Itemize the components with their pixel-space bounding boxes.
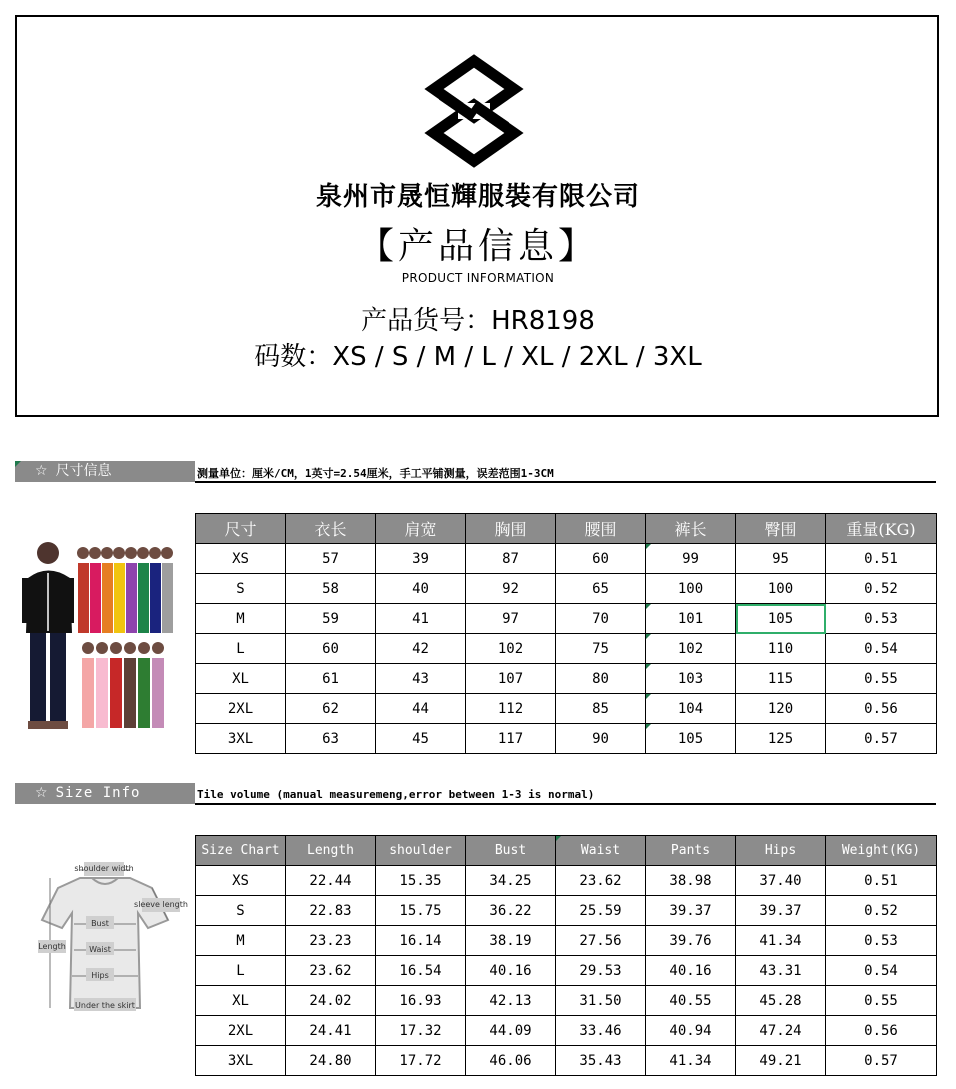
table-cell[interactable] bbox=[196, 604, 286, 634]
table-cell[interactable] bbox=[466, 866, 556, 896]
product-photo bbox=[20, 533, 190, 736]
table-cell[interactable] bbox=[376, 694, 466, 724]
table-cell[interactable] bbox=[556, 866, 646, 896]
cell-value: 97 bbox=[502, 610, 519, 627]
cell-value: 22.44 bbox=[309, 872, 352, 889]
cell-value: 60 bbox=[592, 550, 609, 567]
cell-value: 43 bbox=[412, 670, 429, 687]
table-cell[interactable] bbox=[826, 926, 937, 956]
table-cell[interactable] bbox=[286, 574, 376, 604]
table-cell[interactable] bbox=[466, 896, 556, 926]
label-shoulder: shoulder width bbox=[74, 864, 134, 873]
cell-value: 3XL bbox=[227, 1052, 254, 1069]
table-cell[interactable] bbox=[646, 926, 736, 956]
table-cell[interactable] bbox=[556, 724, 646, 754]
table-cell[interactable] bbox=[646, 956, 736, 986]
cell-value: 40 bbox=[412, 580, 429, 597]
cell-value: 0.51 bbox=[864, 550, 898, 567]
cell-value: 23.62 bbox=[579, 872, 622, 889]
measurement-diagram bbox=[30, 858, 188, 1018]
cell-value: 41.34 bbox=[669, 1052, 712, 1069]
comment-marker bbox=[646, 694, 651, 699]
header-pants: Pants bbox=[646, 836, 736, 866]
table-cell[interactable] bbox=[466, 1046, 556, 1076]
table-cell[interactable] bbox=[466, 1016, 556, 1046]
table-cell[interactable] bbox=[196, 926, 286, 956]
table-cell[interactable] bbox=[826, 956, 937, 986]
table-cell[interactable] bbox=[466, 926, 556, 956]
cell-value: 45.28 bbox=[759, 992, 802, 1009]
header-shoulder: shoulder bbox=[376, 836, 466, 866]
table-cell[interactable] bbox=[556, 956, 646, 986]
cell-value: 15.35 bbox=[399, 872, 442, 889]
cell-value: 29.53 bbox=[579, 962, 622, 979]
section-title: Size Info bbox=[55, 785, 141, 801]
table-cell[interactable] bbox=[826, 664, 937, 694]
table-cell[interactable] bbox=[286, 956, 376, 986]
table-cell[interactable] bbox=[466, 544, 556, 574]
table-cell[interactable] bbox=[196, 1016, 286, 1046]
table-cell[interactable] bbox=[736, 664, 826, 694]
cell-value: 57 bbox=[322, 550, 339, 567]
table-cell[interactable] bbox=[646, 866, 736, 896]
cell-value: 105 bbox=[767, 610, 794, 627]
cell-value: 112 bbox=[497, 700, 524, 717]
cell-value: 42 bbox=[412, 640, 429, 657]
cell-value: 102 bbox=[677, 640, 704, 657]
table-row bbox=[196, 664, 937, 694]
size-list: 码数：XS / S / M / L / XL / 2XL / 3XL bbox=[254, 342, 702, 372]
cell-value: 44 bbox=[412, 700, 429, 717]
cell-value: 99 bbox=[682, 550, 699, 567]
header-shoulder: 肩宽 bbox=[376, 514, 466, 544]
table-cell[interactable] bbox=[286, 724, 376, 754]
header-size-chart: Size Chart bbox=[196, 836, 286, 866]
cell-value: 90 bbox=[592, 730, 609, 747]
cell-value: 16.54 bbox=[399, 962, 442, 979]
cell-value: 43.31 bbox=[759, 962, 802, 979]
cell-value: 39 bbox=[412, 550, 429, 567]
table-cell[interactable] bbox=[376, 1016, 466, 1046]
cell-value: 41.34 bbox=[759, 932, 802, 949]
table-cell[interactable] bbox=[556, 634, 646, 664]
cell-value: 125 bbox=[767, 730, 794, 747]
section-title-bar-cn bbox=[15, 461, 195, 482]
table-cell[interactable] bbox=[196, 634, 286, 664]
header-length: Length bbox=[286, 836, 376, 866]
cell-value: 34.25 bbox=[489, 872, 532, 889]
table-cell[interactable] bbox=[646, 574, 736, 604]
cell-value: 0.54 bbox=[864, 640, 898, 657]
cell-value: 59 bbox=[322, 610, 339, 627]
table-cell[interactable] bbox=[466, 956, 556, 986]
label-hem: Under the skirt bbox=[75, 1001, 135, 1010]
table-cell[interactable] bbox=[376, 544, 466, 574]
table-cell[interactable] bbox=[646, 604, 736, 634]
comment-marker bbox=[646, 604, 651, 609]
cell-value: 100 bbox=[767, 580, 794, 597]
cell-value: 0.52 bbox=[864, 580, 898, 597]
cell-value: 95 bbox=[772, 550, 789, 567]
cell-value: 46.06 bbox=[489, 1052, 532, 1069]
table-cell[interactable] bbox=[286, 896, 376, 926]
cell-value: 110 bbox=[767, 640, 794, 657]
table-cell[interactable] bbox=[556, 544, 646, 574]
header-length: 衣长 bbox=[286, 514, 376, 544]
table-cell[interactable] bbox=[826, 724, 937, 754]
cell-value: 65 bbox=[592, 580, 609, 597]
table-cell[interactable] bbox=[466, 574, 556, 604]
table-row bbox=[196, 926, 937, 956]
table-cell[interactable] bbox=[466, 986, 556, 1016]
cell-value: 117 bbox=[497, 730, 524, 747]
table-cell[interactable] bbox=[466, 604, 556, 634]
cell-value: M bbox=[236, 932, 245, 949]
cell-value: 62 bbox=[322, 700, 339, 717]
cell-value: 101 bbox=[677, 610, 704, 627]
table-cell[interactable] bbox=[286, 1016, 376, 1046]
product-info-subtitle: PRODUCT INFORMATION bbox=[401, 271, 555, 285]
table-header-row bbox=[196, 836, 937, 866]
table-cell[interactable] bbox=[466, 694, 556, 724]
table-cell[interactable] bbox=[736, 694, 826, 724]
size-table-cn bbox=[195, 513, 937, 754]
table-cell[interactable] bbox=[196, 896, 286, 926]
header-bust: Bust bbox=[466, 836, 556, 866]
company-name: 泉州市晟恒輝服裝有限公司 bbox=[315, 182, 640, 212]
table-row bbox=[196, 634, 937, 664]
comment-marker bbox=[646, 724, 651, 729]
table-cell[interactable] bbox=[646, 664, 736, 694]
cell-value: 0.53 bbox=[864, 610, 898, 627]
cell-value: XS bbox=[232, 550, 249, 567]
table-cell[interactable] bbox=[196, 574, 286, 604]
header-pants: 裤长 bbox=[646, 514, 736, 544]
cell-value: 0.57 bbox=[864, 1052, 898, 1069]
cell-value: 38.98 bbox=[669, 872, 712, 889]
cell-value: 24.80 bbox=[309, 1052, 352, 1069]
table-cell[interactable] bbox=[646, 694, 736, 724]
cell-value: 100 bbox=[677, 580, 704, 597]
cell-value: 115 bbox=[767, 670, 794, 687]
accent-marker bbox=[15, 461, 21, 467]
cell-value: 23.62 bbox=[309, 962, 352, 979]
cell-value: 31.50 bbox=[579, 992, 622, 1009]
table-cell[interactable] bbox=[196, 664, 286, 694]
table-cell[interactable] bbox=[196, 956, 286, 986]
cell-value: 45 bbox=[412, 730, 429, 747]
brand-logo bbox=[428, 55, 520, 167]
table-cell[interactable] bbox=[736, 926, 826, 956]
table-cell[interactable] bbox=[736, 896, 826, 926]
table-cell[interactable] bbox=[556, 574, 646, 604]
cell-value: 0.52 bbox=[864, 902, 898, 919]
header-bust: 胸围 bbox=[466, 514, 556, 544]
table-cell[interactable] bbox=[286, 1046, 376, 1076]
cell-value: 47.24 bbox=[759, 1022, 802, 1039]
cell-value: 80 bbox=[592, 670, 609, 687]
label-hips: Hips bbox=[91, 971, 109, 980]
cell-value: 92 bbox=[502, 580, 519, 597]
header-size: 尺寸 bbox=[196, 514, 286, 544]
table-cell[interactable] bbox=[556, 896, 646, 926]
label-length: Length bbox=[38, 942, 66, 951]
cell-value: L bbox=[236, 962, 245, 979]
table-row bbox=[196, 544, 937, 574]
section-title-bar-en bbox=[15, 783, 195, 804]
cell-value: 40.94 bbox=[669, 1022, 712, 1039]
size-table-en bbox=[195, 835, 937, 1076]
cell-value: 0.57 bbox=[864, 730, 898, 747]
table-cell[interactable] bbox=[736, 1016, 826, 1046]
star-icon: ☆ bbox=[35, 463, 48, 479]
cell-value: 40.16 bbox=[489, 962, 532, 979]
table-cell[interactable] bbox=[376, 896, 466, 926]
table-cell[interactable] bbox=[826, 544, 937, 574]
cell-value: 39.37 bbox=[759, 902, 802, 919]
table-cell[interactable] bbox=[826, 1046, 937, 1076]
section-title: 尺寸信息 bbox=[55, 463, 112, 479]
table-cell[interactable] bbox=[646, 634, 736, 664]
table-cell[interactable] bbox=[376, 724, 466, 754]
cell-value: 25.59 bbox=[579, 902, 622, 919]
cell-value: 0.56 bbox=[864, 1022, 898, 1039]
cell-value: 0.51 bbox=[864, 872, 898, 889]
table-cell[interactable] bbox=[826, 986, 937, 1016]
table-row bbox=[196, 694, 937, 724]
table-cell[interactable] bbox=[376, 604, 466, 634]
cell-value: 107 bbox=[497, 670, 524, 687]
cell-value: 22.83 bbox=[309, 902, 352, 919]
table-cell[interactable] bbox=[286, 604, 376, 634]
header-weight: 重量(KG) bbox=[826, 514, 937, 544]
cell-value: 39.37 bbox=[669, 902, 712, 919]
table-cell[interactable] bbox=[196, 866, 286, 896]
table-cell[interactable] bbox=[196, 1046, 286, 1076]
table-cell[interactable] bbox=[286, 986, 376, 1016]
cell-value: 35.43 bbox=[579, 1052, 622, 1069]
table-cell[interactable] bbox=[196, 986, 286, 1016]
table-cell[interactable] bbox=[376, 574, 466, 604]
cell-value: 103 bbox=[677, 670, 704, 687]
cell-value: S bbox=[236, 580, 245, 597]
cell-value: 41 bbox=[412, 610, 429, 627]
cell-value: 0.55 bbox=[864, 670, 898, 687]
cell-value: 60 bbox=[322, 640, 339, 657]
table-cell[interactable] bbox=[376, 664, 466, 694]
cell-value: 39.76 bbox=[669, 932, 712, 949]
table-cell[interactable] bbox=[556, 664, 646, 694]
table-cell[interactable] bbox=[736, 1046, 826, 1076]
cell-value: 102 bbox=[497, 640, 524, 657]
cell-value: S bbox=[236, 902, 245, 919]
header-weight: Weight(KG) bbox=[826, 836, 937, 866]
table-cell[interactable] bbox=[286, 926, 376, 956]
table-cell[interactable] bbox=[196, 544, 286, 574]
comment-marker bbox=[646, 634, 651, 639]
product-sku: 产品货号：HR8198 bbox=[361, 306, 595, 336]
table-cell[interactable] bbox=[376, 866, 466, 896]
measurement-note-en: Tile volume (manual measuremeng,error between 1-3 is normal) bbox=[197, 788, 595, 801]
table-cell[interactable] bbox=[646, 896, 736, 926]
table-row bbox=[196, 1016, 937, 1046]
table-cell[interactable] bbox=[556, 1016, 646, 1046]
cell-value: 16.14 bbox=[399, 932, 442, 949]
cell-value: 42.13 bbox=[489, 992, 532, 1009]
cell-value: 37.40 bbox=[759, 872, 802, 889]
comment-marker bbox=[646, 544, 651, 549]
section-divider bbox=[195, 481, 936, 483]
table-cell[interactable] bbox=[466, 634, 556, 664]
cell-value: 33.46 bbox=[579, 1022, 622, 1039]
table-row bbox=[196, 604, 937, 634]
table-row bbox=[196, 896, 937, 926]
cell-value: 27.56 bbox=[579, 932, 622, 949]
label-sleeve: sleeve length bbox=[134, 900, 188, 909]
table-cell[interactable] bbox=[286, 544, 376, 574]
table-cell[interactable] bbox=[736, 866, 826, 896]
header-waist: 腰围 bbox=[556, 514, 646, 544]
table-cell[interactable] bbox=[556, 1046, 646, 1076]
table-cell[interactable] bbox=[826, 604, 937, 634]
cell-value: 23.23 bbox=[309, 932, 352, 949]
table-cell[interactable] bbox=[826, 694, 937, 724]
table-cell[interactable] bbox=[286, 634, 376, 664]
cell-value: 120 bbox=[767, 700, 794, 717]
table-cell[interactable] bbox=[646, 986, 736, 1016]
cell-value: 58 bbox=[322, 580, 339, 597]
table-cell[interactable] bbox=[286, 866, 376, 896]
cell-value: 85 bbox=[592, 700, 609, 717]
label-waist: Waist bbox=[89, 945, 111, 954]
table-cell[interactable] bbox=[646, 724, 736, 754]
cell-value: 75 bbox=[592, 640, 609, 657]
table-cell[interactable] bbox=[736, 544, 826, 574]
table-row bbox=[196, 986, 937, 1016]
selected-cell[interactable] bbox=[736, 604, 826, 634]
cell-value: 17.32 bbox=[399, 1022, 442, 1039]
cell-value: 17.72 bbox=[399, 1052, 442, 1069]
table-cell[interactable] bbox=[286, 694, 376, 724]
table-cell[interactable] bbox=[556, 986, 646, 1016]
table-cell[interactable] bbox=[376, 634, 466, 664]
table-cell[interactable] bbox=[826, 634, 937, 664]
table-cell[interactable] bbox=[826, 1016, 937, 1046]
cell-value: XS bbox=[232, 872, 249, 889]
table-header-row bbox=[196, 514, 937, 544]
table-row bbox=[196, 1046, 937, 1076]
measurement-note: 测量单位：厘米/CM，1英寸=2.54厘米，手工平铺测量，误差范围1-3CM bbox=[197, 467, 554, 480]
comment-marker bbox=[646, 664, 651, 669]
table-cell[interactable] bbox=[196, 724, 286, 754]
table-row bbox=[196, 866, 937, 896]
table-cell[interactable] bbox=[556, 926, 646, 956]
table-row bbox=[196, 956, 937, 986]
cell-value: 40.55 bbox=[669, 992, 712, 1009]
cell-value: XL bbox=[232, 670, 249, 687]
table-cell[interactable] bbox=[736, 724, 826, 754]
table-row bbox=[196, 724, 937, 754]
cell-value: 40.16 bbox=[669, 962, 712, 979]
table-cell[interactable] bbox=[466, 664, 556, 694]
cell-value: 24.02 bbox=[309, 992, 352, 1009]
table-cell[interactable] bbox=[556, 604, 646, 634]
cell-value: 49.21 bbox=[759, 1052, 802, 1069]
cell-value: 38.19 bbox=[489, 932, 532, 949]
label-bust: Bust bbox=[91, 919, 109, 928]
product-info-title: 【产品信息】 bbox=[357, 226, 598, 267]
table-cell[interactable] bbox=[646, 1046, 736, 1076]
table-cell[interactable] bbox=[376, 1046, 466, 1076]
cell-value: 61 bbox=[322, 670, 339, 687]
table-cell[interactable] bbox=[826, 866, 937, 896]
table-cell[interactable] bbox=[376, 956, 466, 986]
table-cell[interactable] bbox=[736, 956, 826, 986]
cell-value: 104 bbox=[677, 700, 704, 717]
cell-value: 44.09 bbox=[489, 1022, 532, 1039]
table-cell[interactable] bbox=[466, 724, 556, 754]
table-cell[interactable] bbox=[376, 926, 466, 956]
cell-value: 3XL bbox=[227, 730, 254, 747]
cell-value: 70 bbox=[592, 610, 609, 627]
cell-value: L bbox=[236, 640, 245, 657]
header-hips: 臀围 bbox=[736, 514, 826, 544]
table-cell[interactable] bbox=[826, 574, 937, 604]
table-cell[interactable] bbox=[556, 694, 646, 724]
cell-value: 0.56 bbox=[864, 700, 898, 717]
star-icon: ☆ bbox=[35, 785, 48, 801]
table-cell[interactable] bbox=[736, 986, 826, 1016]
cell-value: 0.55 bbox=[864, 992, 898, 1009]
cell-value: 0.53 bbox=[864, 932, 898, 949]
table-cell[interactable] bbox=[646, 544, 736, 574]
table-cell[interactable] bbox=[196, 694, 286, 724]
cell-value: 87 bbox=[502, 550, 519, 567]
header-hips: Hips bbox=[736, 836, 826, 866]
cell-value: 2XL bbox=[227, 700, 254, 717]
table-cell[interactable] bbox=[376, 986, 466, 1016]
cell-value: 0.54 bbox=[864, 962, 898, 979]
table-cell[interactable] bbox=[646, 1016, 736, 1046]
header-waist: Waist bbox=[556, 836, 646, 866]
cell-value: 24.41 bbox=[309, 1022, 352, 1039]
table-cell[interactable] bbox=[736, 574, 826, 604]
cell-value: M bbox=[236, 610, 245, 627]
cell-value: XL bbox=[232, 992, 249, 1009]
cell-value: 15.75 bbox=[399, 902, 442, 919]
cell-value: 63 bbox=[322, 730, 339, 747]
table-cell[interactable] bbox=[286, 664, 376, 694]
cell-value: 2XL bbox=[227, 1022, 254, 1039]
table-cell[interactable] bbox=[826, 896, 937, 926]
cell-value: 16.93 bbox=[399, 992, 442, 1009]
cell-value: 105 bbox=[677, 730, 704, 747]
table-cell[interactable] bbox=[736, 634, 826, 664]
cell-value: 36.22 bbox=[489, 902, 532, 919]
section-divider bbox=[195, 803, 936, 805]
table-row bbox=[196, 574, 937, 604]
